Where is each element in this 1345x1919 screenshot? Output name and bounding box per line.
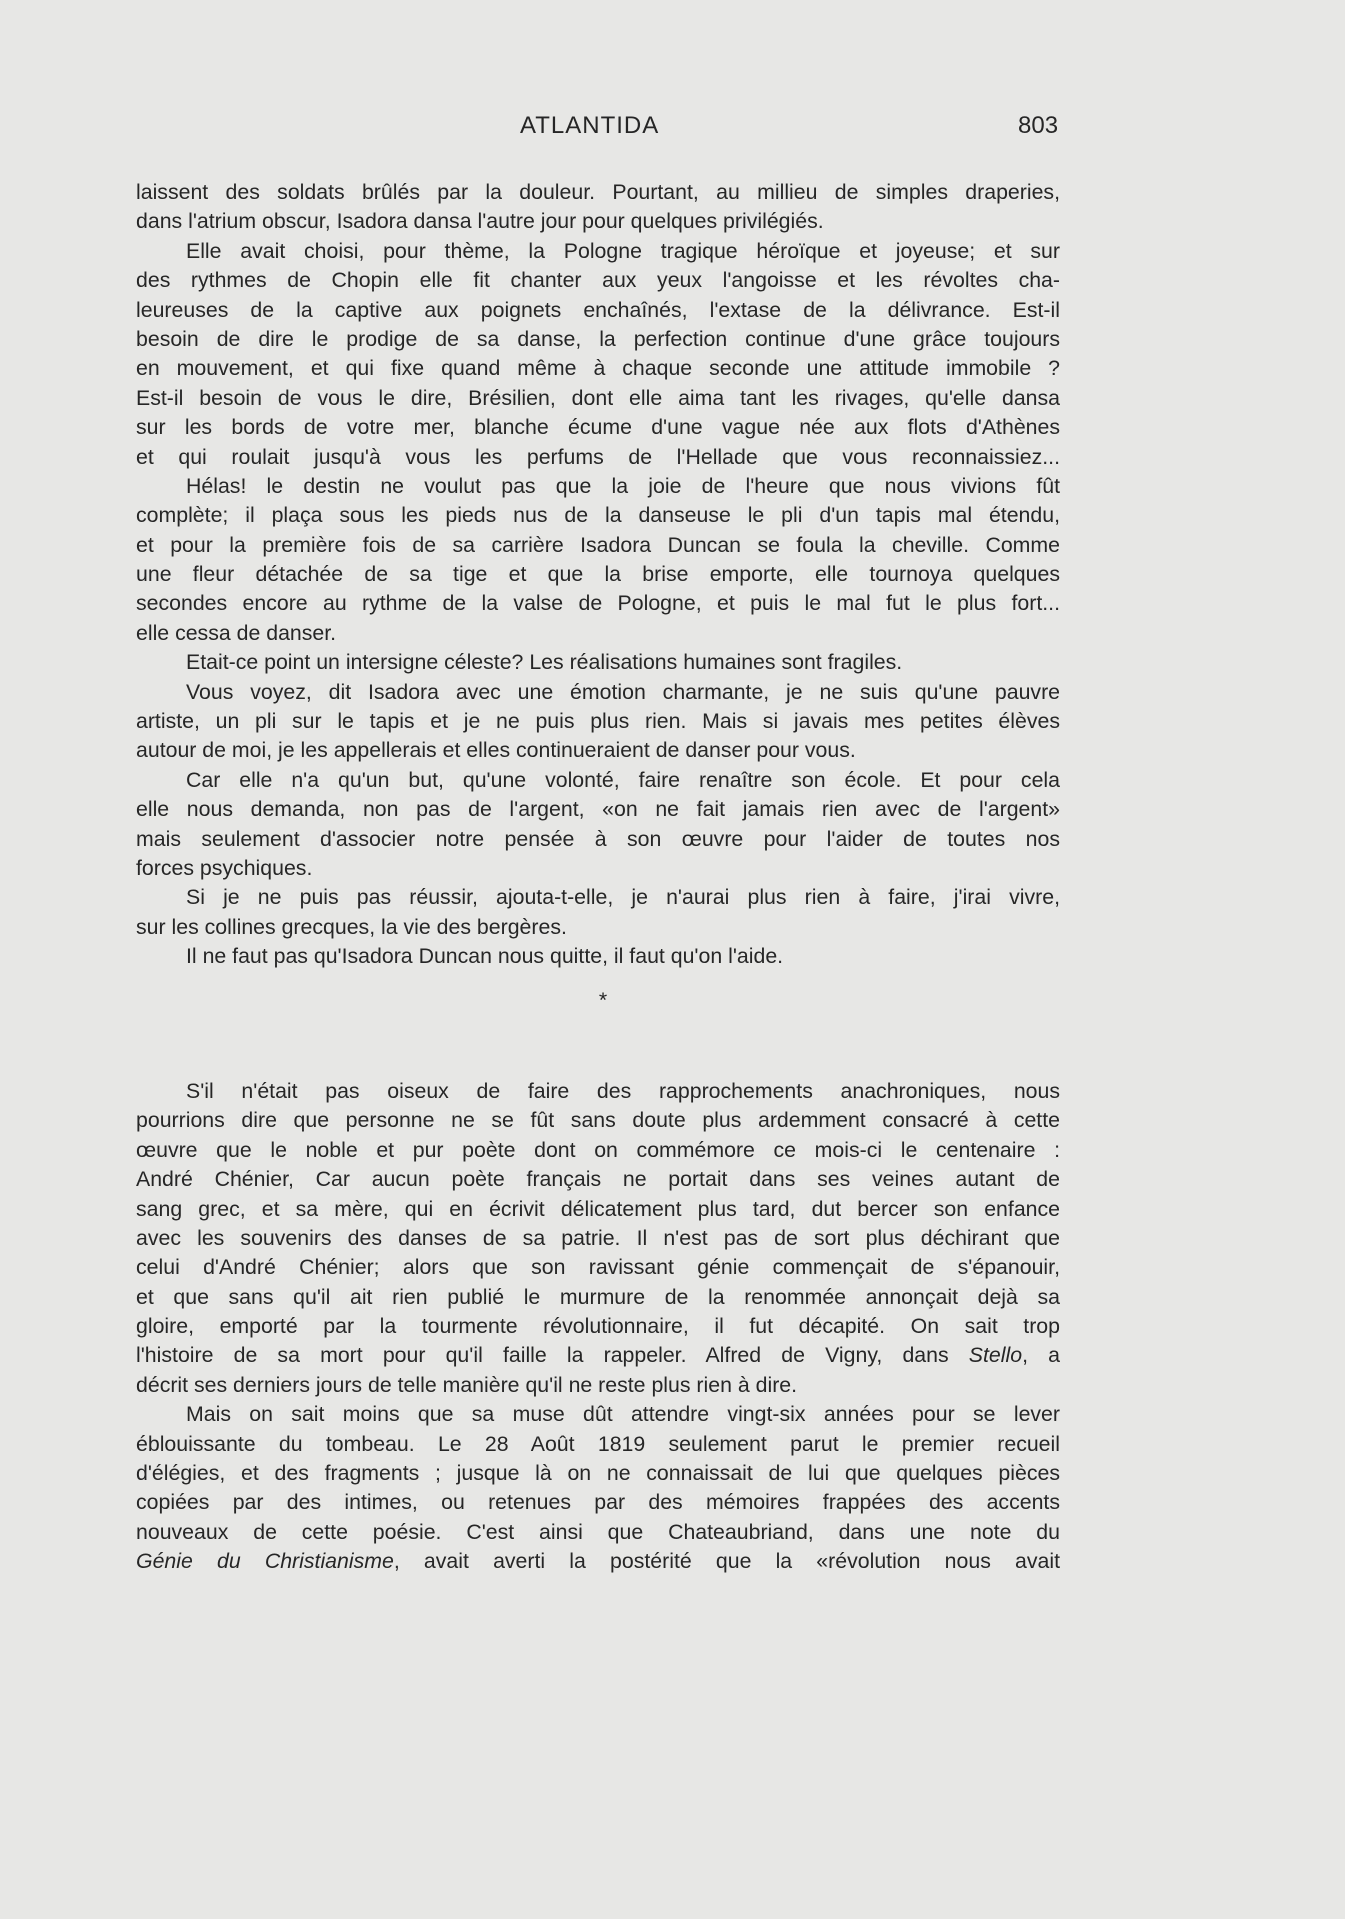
running-header — [0, 112, 1345, 146]
text-line: Etait-ce point un intersigne céleste? Les réalisations humaines sont fragiles. — [186, 650, 903, 675]
work-title: Génie du Christianisme — [136, 1549, 394, 1574]
text-line: André Chénier, Car aucun poète français ne portait dans ses veines autant de — [136, 1167, 1060, 1192]
text-line: avec les souvenirs des danses de sa patrie. Il n'est pas de sort plus déchirant que — [136, 1225, 1060, 1250]
text-line: elle nous demanda, non pas de l'argent, «on ne fait jamais rien avec de l'argent» — [136, 797, 1060, 822]
text-line: S'il n'était pas oiseux de faire des rapprochements anachroniques, nous — [186, 1078, 1060, 1103]
text-line: celui d'André Chénier; alors que son ravissant génie commençait de s'épanouir, — [136, 1255, 1060, 1280]
text-block-chenier — [136, 1077, 1060, 1577]
text-line: Génie du Christianisme, avait averti la postérité que la «révolution nous avait — [136, 1549, 1060, 1574]
text-line: gloire, emporté par la tourmente révolutionnaire, il fut décapité. On sait trop — [136, 1314, 1060, 1339]
text-line: pourrions dire que personne ne se fût sans doute plus ardemment consacré à cette — [136, 1108, 1060, 1133]
text-line: copiées par des intimes, ou retenues par des mémoires frappées des accents — [136, 1490, 1060, 1515]
text-line: en mouvement, et qui fixe quand même à chaque seconde une attitude immobile ? — [136, 356, 1060, 381]
text-line: nouveaux de cette poésie. C'est ainsi que Chateaubriand, dans une note du — [136, 1519, 1060, 1544]
text-line: des rythmes de Chopin elle fit chanter aux yeux l'angoisse et les révoltes cha- — [136, 268, 1060, 293]
text-line: leureuses de la captive aux poignets enchaînés, l'extase de la délivrance. Est-il — [136, 297, 1060, 322]
text-line: une fleur détachée de sa tige et que la brise emporte, elle tournoya quelques — [136, 562, 1060, 587]
text-line: Si je ne puis pas réussir, ajouta-t-elle, je n'aurai plus rien à faire, j'irai vivre, — [186, 885, 1060, 910]
section-separator: * — [598, 987, 608, 1012]
text-line: secondes encore au rythme de la valse de Pologne, et puis le mal fut le plus fort... — [136, 591, 1060, 616]
text-block-isadora — [136, 178, 1060, 972]
text-line: forces psychiques. — [136, 855, 313, 880]
text-line: sur les collines grecques, la vie des bergères. — [136, 914, 567, 939]
text-line: mais seulement d'associer notre pensée à son œuvre pour l'aider de toutes nos — [136, 826, 1060, 851]
text-line: sang grec, et sa mère, qui en écrivit délicatement plus tard, dut bercer son enfance — [136, 1196, 1060, 1221]
text-line: Elle avait choisi, pour thème, la Pologne tragique héroïque et joyeuse; et sur — [186, 238, 1060, 263]
text-line: Vous voyez, dit Isadora avec une émotion charmante, je ne suis qu'une pauvre — [186, 679, 1060, 704]
text-line: éblouissante du tombeau. Le 28 Août 1819 seulement parut le premier recueil — [136, 1431, 1060, 1456]
text-line: complète; il plaça sous les pieds nus de la danseuse le pli d'un tapis mal étendu, — [136, 503, 1060, 528]
text-line: et que sans qu'il ait rien publié le murmure de la renommée annonçait dejà sa — [136, 1284, 1060, 1309]
running-title: ATLANTIDA — [520, 112, 660, 139]
text-line: artiste, un pli sur le tapis et je ne puis plus rien. Mais si javais mes petites élèves — [136, 709, 1060, 734]
text-line: œuvre que le noble et pur poète dont on commémore ce mois-ci le centenaire : — [136, 1137, 1060, 1162]
text-line: Est-il besoin de vous le dire, Brésilien, dont elle aima tant les rivages, qu'elle dansa — [136, 385, 1060, 410]
text-line: décrit ses derniers jours de telle manière qu'il ne reste plus rien à dire. — [136, 1372, 798, 1397]
text-line: Car elle n'a qu'un but, qu'une volonté, faire renaître son école. Et pour cela — [186, 767, 1060, 792]
text-line: Mais on sait moins que sa muse dût attendre vingt-six années pour se lever — [186, 1402, 1060, 1427]
text-line: laissent des soldats brûlés par la douleur. Pourtant, au millieu de simples draperies, — [136, 180, 1060, 204]
text-line: autour de moi, je les appellerais et elles continueraient de danser pour vous. — [136, 738, 856, 763]
work-title: Stello — [968, 1343, 1023, 1368]
text-line: elle cessa de danser. — [136, 620, 337, 645]
text-line: et pour la première fois de sa carrière Isadora Duncan se foula la cheville. Comme — [136, 532, 1060, 557]
text-line: Hélas! le destin ne voulut pas que la joie de l'heure que nous vivions fût — [186, 473, 1060, 498]
page-number: 803 — [1018, 112, 1059, 139]
text-line: l'histoire de sa mort pour qu'il faille la rappeler. Alfred de Vigny, dans Stello, a — [136, 1343, 1060, 1368]
text-line: dans l'atrium obscur, Isadora dansa l'autre jour pour quelques privilégiés. — [136, 209, 824, 234]
text-line: besoin de dire le prodige de sa danse, la perfection continue d'une grâce toujours — [136, 326, 1060, 351]
text-line: et qui roulait jusqu'à vous les perfums de l'Hellade que vous reconnaissiez... — [136, 444, 1060, 469]
text-line: d'élégies, et des fragments ; jusque là on ne connaissait de lui que quelques pièces — [136, 1461, 1060, 1486]
text-line: sur les bords de votre mer, blanche écume d'une vague née aux flots d'Athènes — [136, 415, 1060, 440]
text-line: Il ne faut pas qu'Isadora Duncan nous quitte, il faut qu'on l'aide. — [186, 944, 784, 969]
body-text — [136, 178, 1060, 1577]
